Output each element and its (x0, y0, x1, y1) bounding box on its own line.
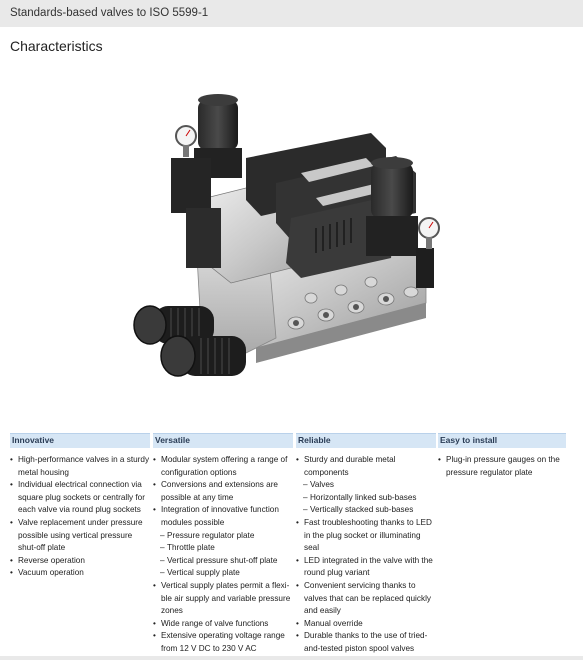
list-item: metal housing (18, 467, 69, 477)
column-heading: Easy to install (438, 433, 566, 448)
list-item: • Modular system offering a range of (153, 455, 288, 464)
section-title: Characteristics (10, 38, 103, 54)
list-item: – Valves (303, 480, 334, 490)
feature-list (153, 454, 293, 656)
document-header-bar (0, 0, 583, 27)
list-item: • Individual electrical connection via (10, 480, 142, 490)
column-heading: Innovative (10, 433, 150, 448)
list-item: shut-off plate (18, 543, 66, 553)
list-item: and-tested piston spool valves (304, 643, 415, 653)
list-item: • LED integrated in the valve with the (296, 555, 433, 565)
column-versatile (153, 433, 293, 656)
list-item: square plug sockets or centrally for (18, 492, 145, 502)
list-item: – Vertically stacked sub-bases (303, 505, 414, 515)
list-item: • Vertical supply plates permit a flexi- (153, 580, 290, 590)
list-item: in the plug socket or illuminating (304, 530, 421, 540)
list-item: zones (161, 606, 183, 616)
feature-list (10, 454, 150, 580)
list-item: and easily (304, 606, 341, 616)
list-item: each valve via round plug sockets (18, 505, 141, 515)
list-item: possible using vertical pressure (18, 530, 133, 540)
list-item: from 12 V DC to 230 V AC (161, 643, 257, 653)
list-item: • Extensive operating voltage range (153, 631, 285, 641)
list-item: • Conversions and extensions are (153, 480, 278, 490)
column-easy-to-install (438, 433, 566, 479)
list-item: • High-performance valves in a sturdy (10, 455, 150, 464)
list-item: – Pressure regulator plate (160, 530, 255, 540)
column-heading: Reliable (296, 433, 436, 448)
list-item: • Fast troubleshooting thanks to LED (296, 517, 432, 527)
list-item: ble air supply and variable pressure (161, 593, 291, 603)
feature-list (438, 454, 566, 479)
list-item: seal (304, 543, 320, 553)
list-item: round plug variant (304, 568, 370, 578)
list-item: • Valve replacement under pressure (10, 517, 143, 527)
list-item: pressure regulator plate (446, 467, 533, 477)
list-item: modules possible (161, 517, 225, 527)
list-item: – Throttle plate (160, 543, 215, 553)
list-item: possible at any time (161, 492, 234, 502)
list-item: • Vacuum operation (10, 568, 84, 578)
list-item: • Reverse operation (10, 555, 85, 565)
column-reliable (296, 433, 436, 656)
list-item: • Convenient servicing thanks to (296, 580, 416, 590)
list-item: • Wide range of valve functions (153, 618, 269, 628)
list-item: • Durable thanks to the use of tried- (296, 631, 428, 641)
valve-terminal-image (126, 88, 456, 400)
column-heading: Versatile (153, 433, 293, 448)
list-item: configuration options (161, 467, 237, 477)
list-item: • Manual override (296, 618, 363, 628)
list-item: • Sturdy and durable metal (296, 455, 396, 464)
feature-list (296, 454, 436, 656)
document-title: Standards-based valves to ISO 5599-1 (10, 7, 209, 19)
list-item: – Vertical supply plate (160, 568, 240, 578)
list-item: – Horizontally linked sub-bases (303, 492, 417, 502)
column-innovative (10, 433, 150, 580)
list-item: – Vertical pressure shut-off plate (160, 555, 278, 565)
list-item: valves that can be replaced quickly (304, 593, 431, 603)
list-item: components (304, 467, 349, 477)
list-item: • Plug-in pressure gauges on the (438, 455, 560, 464)
list-item: • Integration of innovative function (153, 505, 279, 515)
page-footer-bar (0, 656, 583, 660)
